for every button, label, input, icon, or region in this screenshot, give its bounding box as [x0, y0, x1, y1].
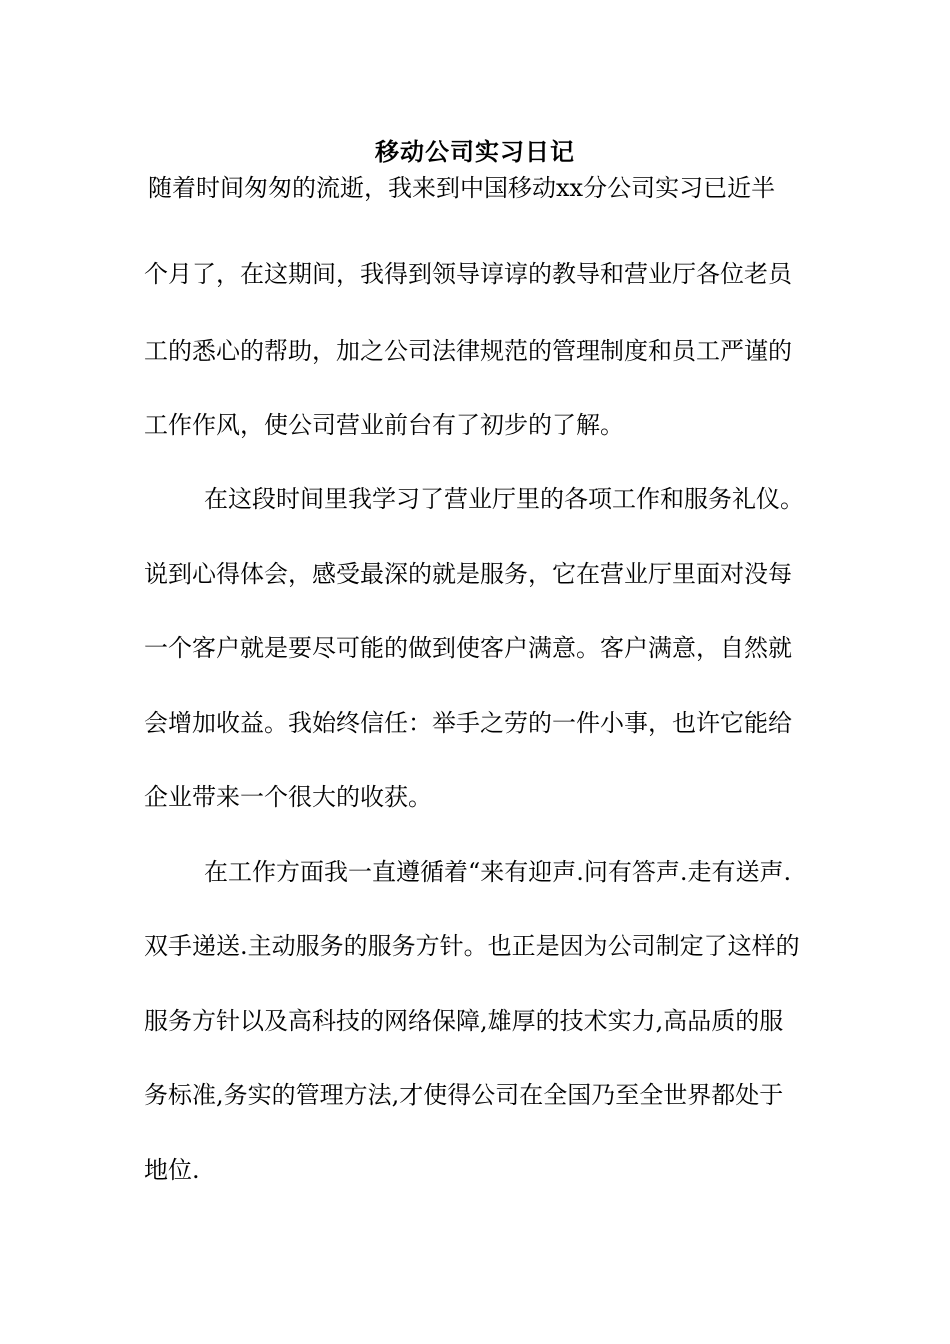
paragraph-3-line-3: 服务方针以及高科技的网络保障,雄厚的技术实力,高品质的服 — [144, 1007, 784, 1035]
paragraph-1-line-1: 随着时间匆匆的流逝，我来到中国移动xx分公司实习已近半 — [148, 174, 776, 202]
paragraph-3-line-2: 双手递送.主动服务的服务方针。也正是因为公司制定了这样的 — [144, 932, 800, 960]
paragraph-2-line-1: 在这段时间里我学习了营业厅里的各项工作和服务礼仪。 — [204, 485, 804, 513]
paragraph-2-line-4: 会增加收益。我始终信任：举手之劳的一件小事，也许它能给 — [144, 709, 792, 737]
paragraph-3-line-4: 务标准,务实的管理方法,才使得公司在全国乃至全世界都处于 — [144, 1081, 784, 1109]
paragraph-2-line-3: 一个客户就是要尽可能的做到使客户满意。客户满意，自然就 — [144, 634, 792, 662]
paragraph-1-line-4: 工作作风，使公司营业前台有了初步的了解。 — [144, 411, 624, 439]
paragraph-2-line-2: 说到心得体会，感受最深的就是服务，它在营业厅里面对没每 — [144, 560, 792, 588]
paragraph-1-line-3: 工的悉心的帮助，加之公司法律规范的管理制度和员工严谨的 — [144, 337, 792, 365]
paragraph-1-line-2: 个月了，在这期间，我得到领导谆谆的教导和营业厅各位老员 — [144, 260, 792, 288]
document-title: 移动公司实习日记 — [375, 137, 575, 166]
paragraph-3-line-5: 地位. — [144, 1156, 200, 1184]
paragraph-3-line-1: 在工作方面我一直遵循着“来有迎声.问有答声.走有送声. — [204, 858, 792, 886]
paragraph-2-line-5: 企业带来一个很大的收获。 — [144, 783, 432, 811]
